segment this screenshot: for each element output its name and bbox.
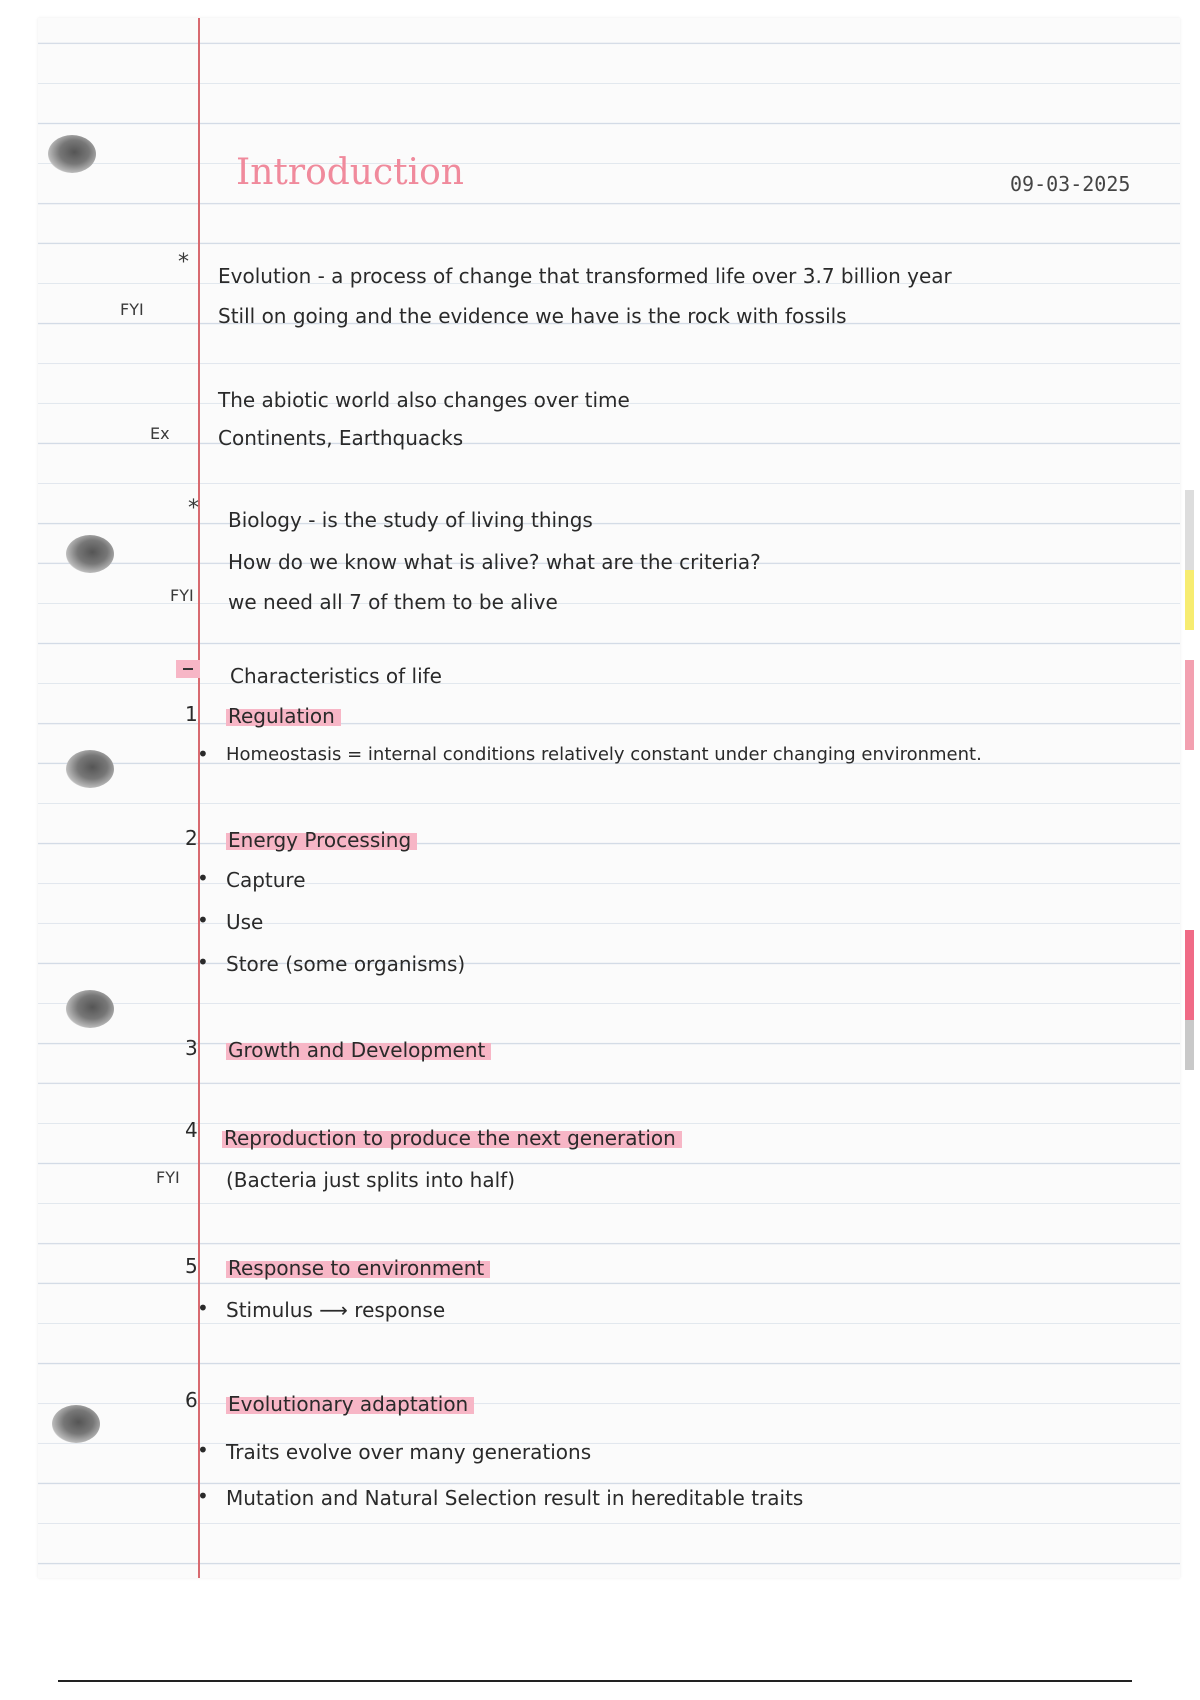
binder-hole [66,535,114,573]
bullet: • [197,1296,209,1320]
binder-hole [52,1405,100,1443]
heading-marker [176,660,200,678]
bullet: • [197,742,209,766]
bullet-text: Traits evolve over many generations [226,1440,592,1464]
bullet-text: Capture [226,868,306,892]
item-title: Regulation [226,704,341,728]
characteristics-heading: Characteristics of life [230,664,442,688]
notebook-page [38,18,1180,1578]
binder-hole [66,990,114,1028]
star-marker: * [178,250,189,275]
item-title: Evolutionary adaptation [226,1392,474,1416]
bottom-rule [58,1680,1132,1682]
fyi-note: FYI [156,1168,180,1187]
sticky-tab [1185,660,1194,750]
item-number: 1 [185,702,198,726]
item-title: Reproduction to produce the next generation [222,1126,682,1150]
bullet-text: Use [226,910,264,934]
abiotic-example-line: Continents, Earthquacks [218,426,464,450]
item-note: (Bacteria just splits into half) [226,1168,516,1192]
item-number: 2 [185,826,198,850]
bullet: • [197,1438,209,1462]
item-number: 4 [185,1118,198,1142]
biology-line: Biology - is the study of living things [228,508,593,532]
binder-hole [48,135,96,173]
bullet-text: Store (some organisms) [226,952,466,976]
fyi-note: FYI [170,586,194,605]
evolution-line: Evolution - a process of change that transformed life over 3.7 billion year [218,264,952,288]
sticky-tab [1185,570,1194,630]
star-marker: * [188,496,199,521]
item-title: Energy Processing [226,828,417,852]
binder-hole [66,750,114,788]
page-date: 09-03-2025 [1010,172,1131,196]
biology-question-line: How do we know what is alive? what are the criteria? [228,550,761,574]
sticky-tab [1185,930,1194,1020]
abiotic-line: The abiotic world also changes over time [218,388,630,412]
example-note: Ex [150,424,170,443]
item-number: 5 [185,1254,198,1278]
page-title: Introduction [236,152,464,193]
bullet: • [197,866,209,890]
item-title: Growth and Development [226,1038,491,1062]
item-number: 3 [185,1036,198,1060]
item-title: Response to environment [226,1256,490,1280]
bullet-text: Stimulus ⟶ response [226,1298,446,1322]
biology-criteria-line: we need all 7 of them to be alive [228,590,558,614]
item-number: 6 [185,1388,198,1412]
fyi-note: FYI [120,300,144,319]
bullet-text: Homeostasis = internal conditions relatively constant under changing environment. [226,744,982,765]
evolution-evidence-line: Still on going and the evidence we have is the rock with fossils [218,304,847,328]
bullet-text: Mutation and Natural Selection result in hereditable traits [226,1486,804,1510]
margin-line [198,18,200,1578]
bullet: • [197,950,209,974]
bullet: • [197,1484,209,1508]
sticky-tab [1185,1020,1194,1070]
bullet: • [197,908,209,932]
sticky-tab [1185,490,1194,570]
